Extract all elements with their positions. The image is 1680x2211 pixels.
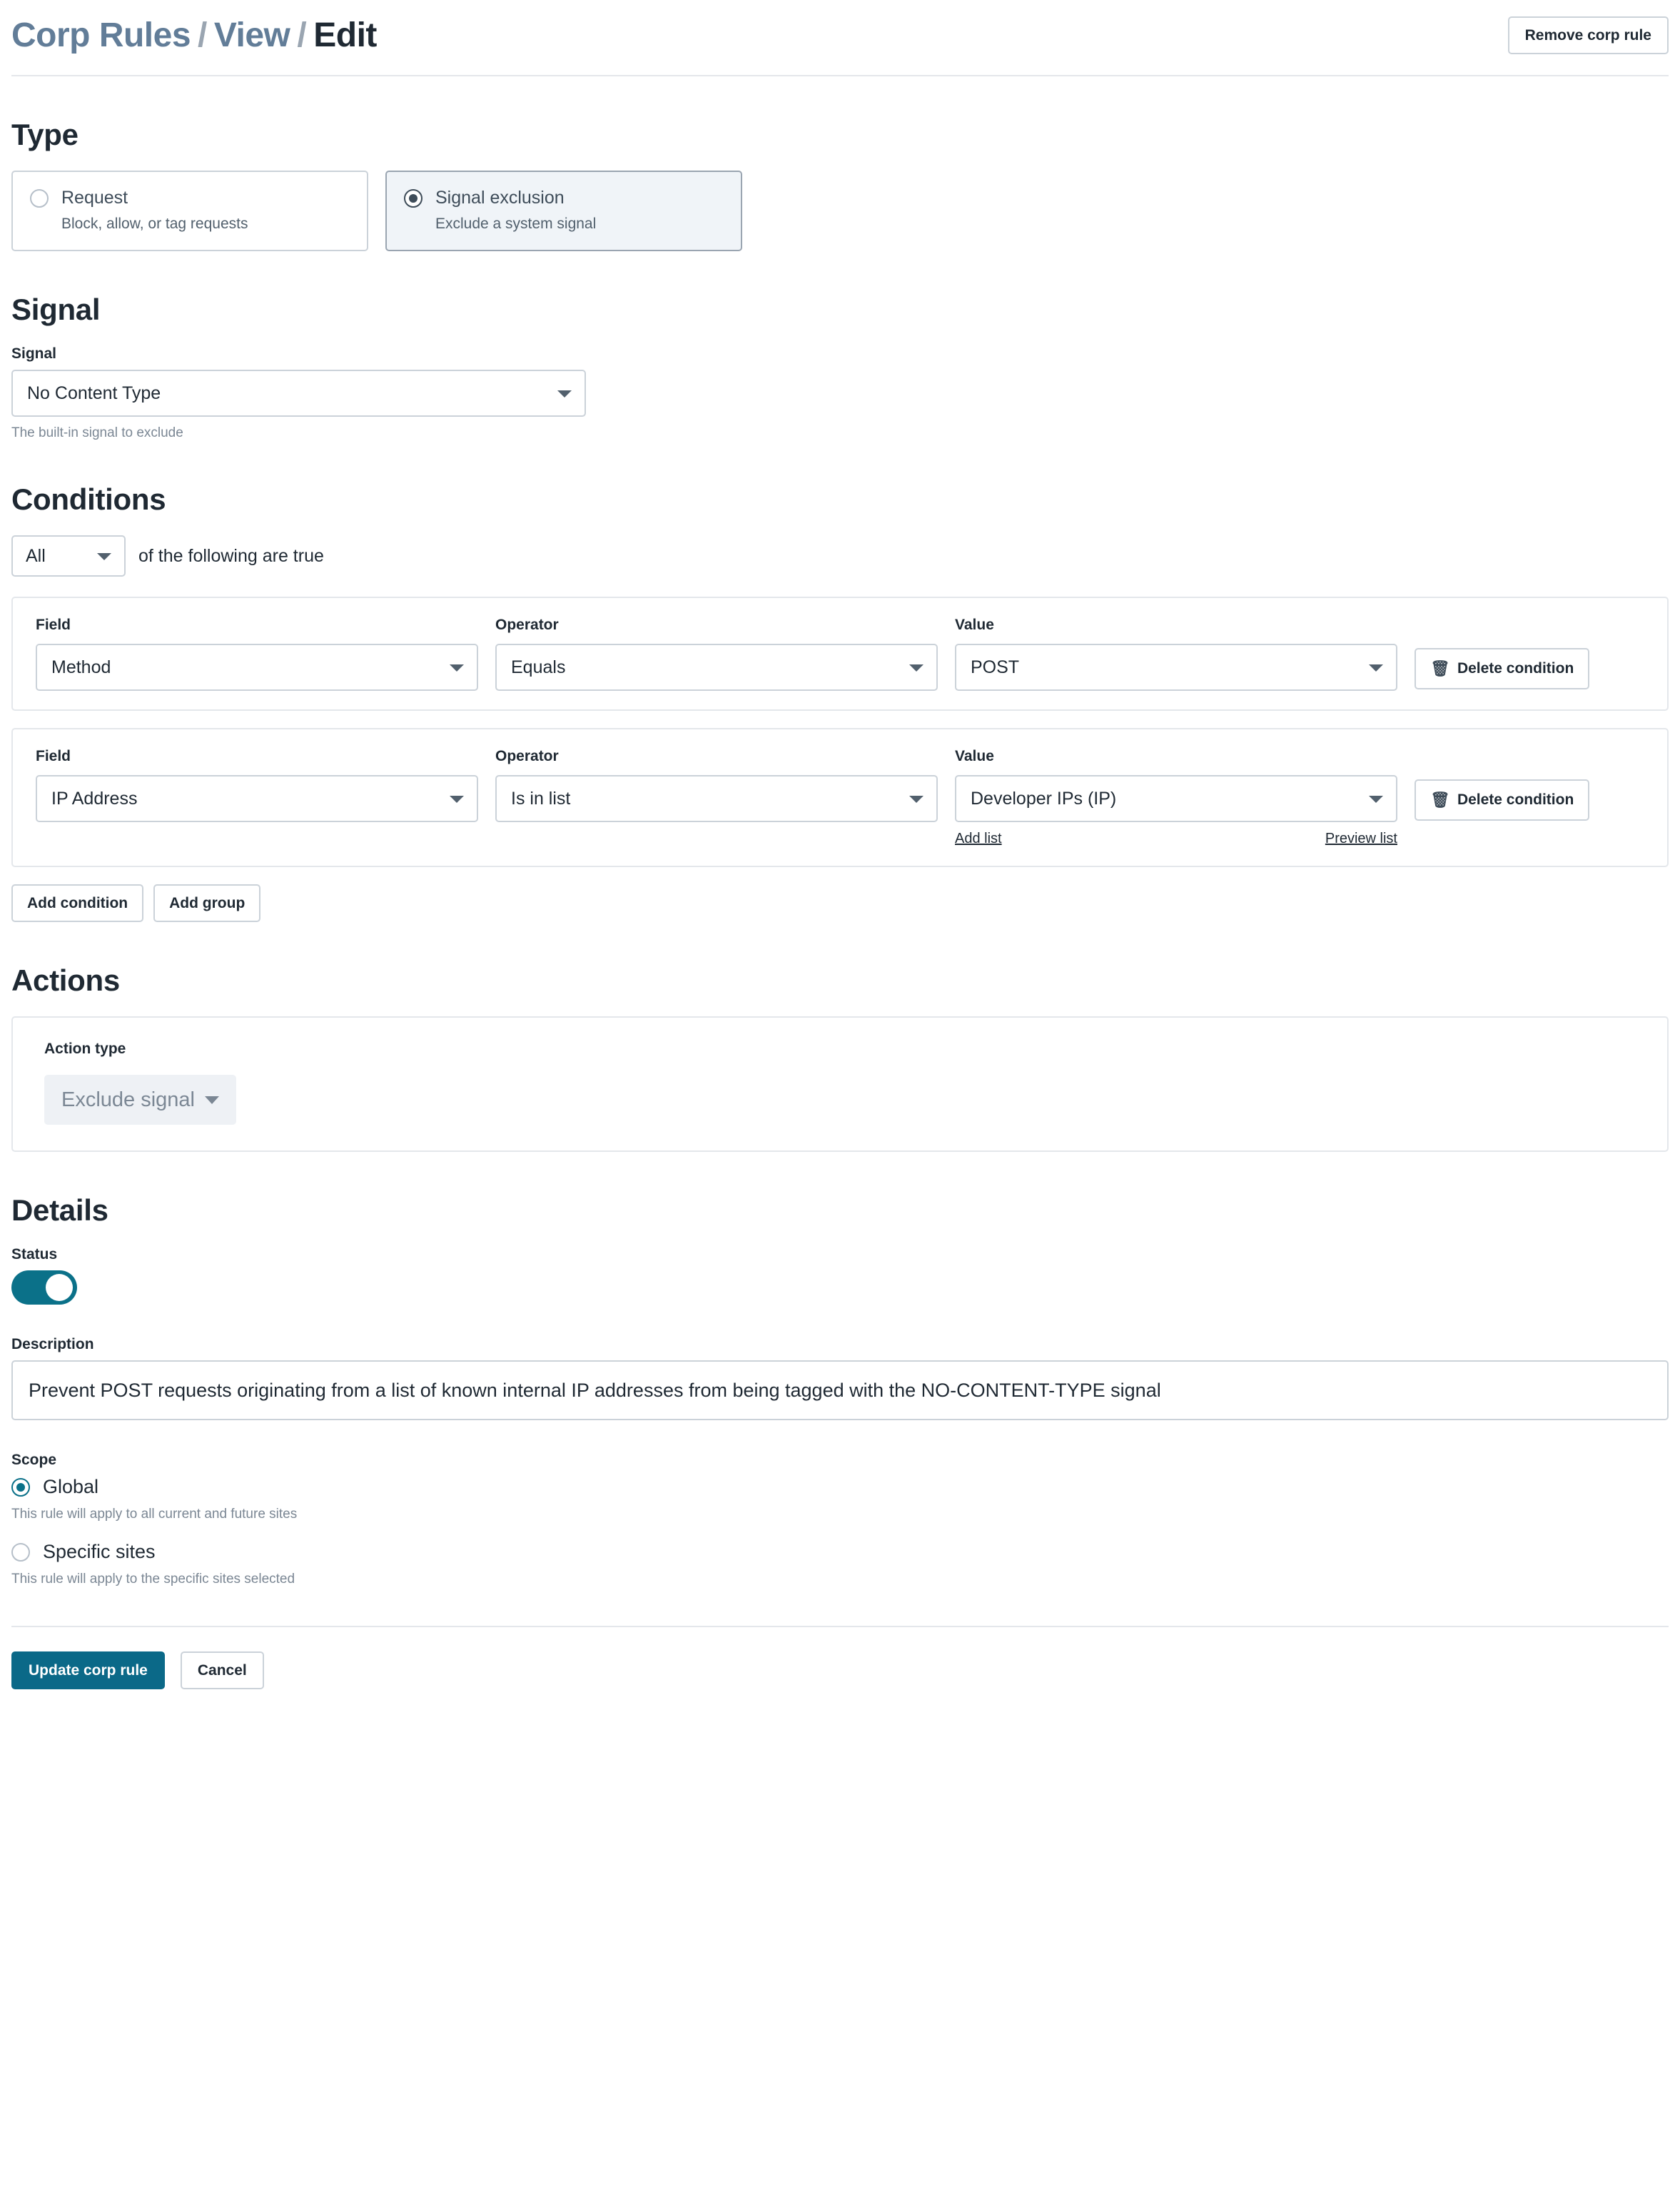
condition-value-text: POST xyxy=(971,657,1020,677)
condition-field-value: Method xyxy=(51,657,111,677)
scope-label: Scope xyxy=(11,1452,57,1468)
signal-heading: Signal xyxy=(11,293,101,326)
add-condition-button[interactable]: Add condition xyxy=(11,884,143,922)
chevron-down-icon xyxy=(97,553,111,560)
chevron-down-icon xyxy=(205,1096,219,1104)
type-option-request-label: Request xyxy=(61,188,128,208)
type-option-signal-exclusion-subtitle: Exclude a system signal xyxy=(435,216,597,232)
type-option-request[interactable] xyxy=(11,171,368,251)
status-toggle[interactable] xyxy=(11,1270,77,1305)
conditions-match-select[interactable] xyxy=(11,535,126,577)
chevron-down-icon xyxy=(909,664,924,672)
add-list-link[interactable]: Add list xyxy=(955,831,1002,846)
delete-condition-button[interactable] xyxy=(1415,779,1589,821)
conditions-heading: Conditions xyxy=(11,482,166,516)
condition-value-label: Value xyxy=(955,617,994,633)
breadcrumb xyxy=(11,16,377,55)
delete-condition-label: Delete condition xyxy=(1457,660,1574,677)
conditions-match-text: of the following are true xyxy=(138,545,324,566)
condition-row xyxy=(11,597,1669,711)
breadcrumb-item-edit: Edit xyxy=(313,16,377,54)
chevron-down-icon xyxy=(1369,664,1383,672)
details-heading: Details xyxy=(11,1193,108,1227)
delete-condition-label: Delete condition xyxy=(1457,791,1574,808)
signal-select-value: No Content Type xyxy=(27,383,161,403)
cancel-button[interactable]: Cancel xyxy=(181,1651,264,1689)
type-options xyxy=(11,171,1669,251)
conditions-match-value: All xyxy=(26,545,46,566)
condition-field-label: Field xyxy=(36,617,71,633)
signal-field-label: Signal xyxy=(11,345,57,362)
actions-heading: Actions xyxy=(11,963,120,997)
signal-helper-text: The built-in signal to exclude xyxy=(11,425,183,440)
status-label: Status xyxy=(11,1246,58,1263)
chevron-down-icon xyxy=(557,390,572,398)
type-option-signal-exclusion-label: Signal exclusion xyxy=(435,188,565,208)
signal-select[interactable] xyxy=(11,370,586,417)
trash-icon: 🗑 xyxy=(1430,659,1450,677)
breadcrumb-item-corp-rules[interactable]: Corp Rules xyxy=(11,16,191,54)
delete-condition-button[interactable] xyxy=(1415,648,1589,689)
type-heading: Type xyxy=(11,118,79,151)
scope-option-global-help: This rule will apply to all current and future sites xyxy=(11,1507,298,1522)
condition-actions xyxy=(11,884,1669,922)
condition-operator-value: Equals xyxy=(511,657,566,677)
radio-icon[interactable] xyxy=(30,189,49,208)
condition-field-value: IP Address xyxy=(51,788,138,809)
condition-operator-value: Is in list xyxy=(511,788,571,809)
condition-value-select[interactable] xyxy=(955,644,1397,691)
toggle-knob xyxy=(46,1274,73,1301)
type-option-signal-exclusion[interactable] xyxy=(385,171,742,251)
condition-value-text: Developer IPs (IP) xyxy=(971,788,1117,809)
condition-field-select[interactable] xyxy=(36,644,478,691)
radio-icon[interactable] xyxy=(11,1543,30,1562)
radio-icon[interactable] xyxy=(11,1478,30,1497)
chevron-down-icon xyxy=(1369,796,1383,803)
condition-value-label: Value xyxy=(955,748,994,764)
condition-operator-select[interactable] xyxy=(495,775,938,822)
condition-operator-label: Operator xyxy=(495,748,559,764)
form-footer xyxy=(11,1626,1669,1718)
trash-icon: 🗑 xyxy=(1430,791,1450,809)
update-corp-rule-button[interactable]: Update corp rule xyxy=(11,1651,165,1689)
chevron-down-icon xyxy=(450,796,464,803)
condition-operator-select[interactable] xyxy=(495,644,938,691)
scope-option-global[interactable] xyxy=(11,1476,1669,1498)
breadcrumb-separator: / xyxy=(198,16,207,54)
condition-field-select[interactable] xyxy=(36,775,478,822)
description-input[interactable] xyxy=(11,1360,1669,1420)
condition-operator-label: Operator xyxy=(495,617,559,633)
description-label: Description xyxy=(11,1336,94,1352)
add-group-button[interactable]: Add group xyxy=(153,884,260,922)
preview-list-link[interactable]: Preview list xyxy=(1325,831,1397,846)
scope-option-specific-sites-label: Specific sites xyxy=(43,1541,156,1562)
condition-field-label: Field xyxy=(36,748,71,764)
chevron-down-icon xyxy=(450,664,464,672)
page-header xyxy=(11,0,1669,76)
condition-value-select[interactable] xyxy=(955,775,1397,822)
chevron-down-icon xyxy=(909,796,924,803)
remove-corp-rule-button[interactable]: Remove corp rule xyxy=(1508,16,1669,54)
action-type-value: Exclude signal xyxy=(61,1088,195,1111)
radio-icon[interactable] xyxy=(404,189,422,208)
actions-box xyxy=(11,1016,1669,1152)
conditions-match-row xyxy=(11,535,1669,577)
scope-option-specific-sites-help: This rule will apply to the specific sites selected xyxy=(11,1572,295,1587)
type-option-request-subtitle: Block, allow, or tag requests xyxy=(61,216,248,232)
action-type-select xyxy=(44,1075,236,1125)
breadcrumb-separator: / xyxy=(297,16,307,54)
condition-row xyxy=(11,728,1669,867)
scope-option-specific-sites[interactable] xyxy=(11,1541,1669,1563)
action-type-label: Action type xyxy=(44,1041,126,1057)
breadcrumb-item-view[interactable]: View xyxy=(213,16,290,54)
scope-option-global-label: Global xyxy=(43,1476,99,1497)
condition-value-links xyxy=(955,831,1397,847)
